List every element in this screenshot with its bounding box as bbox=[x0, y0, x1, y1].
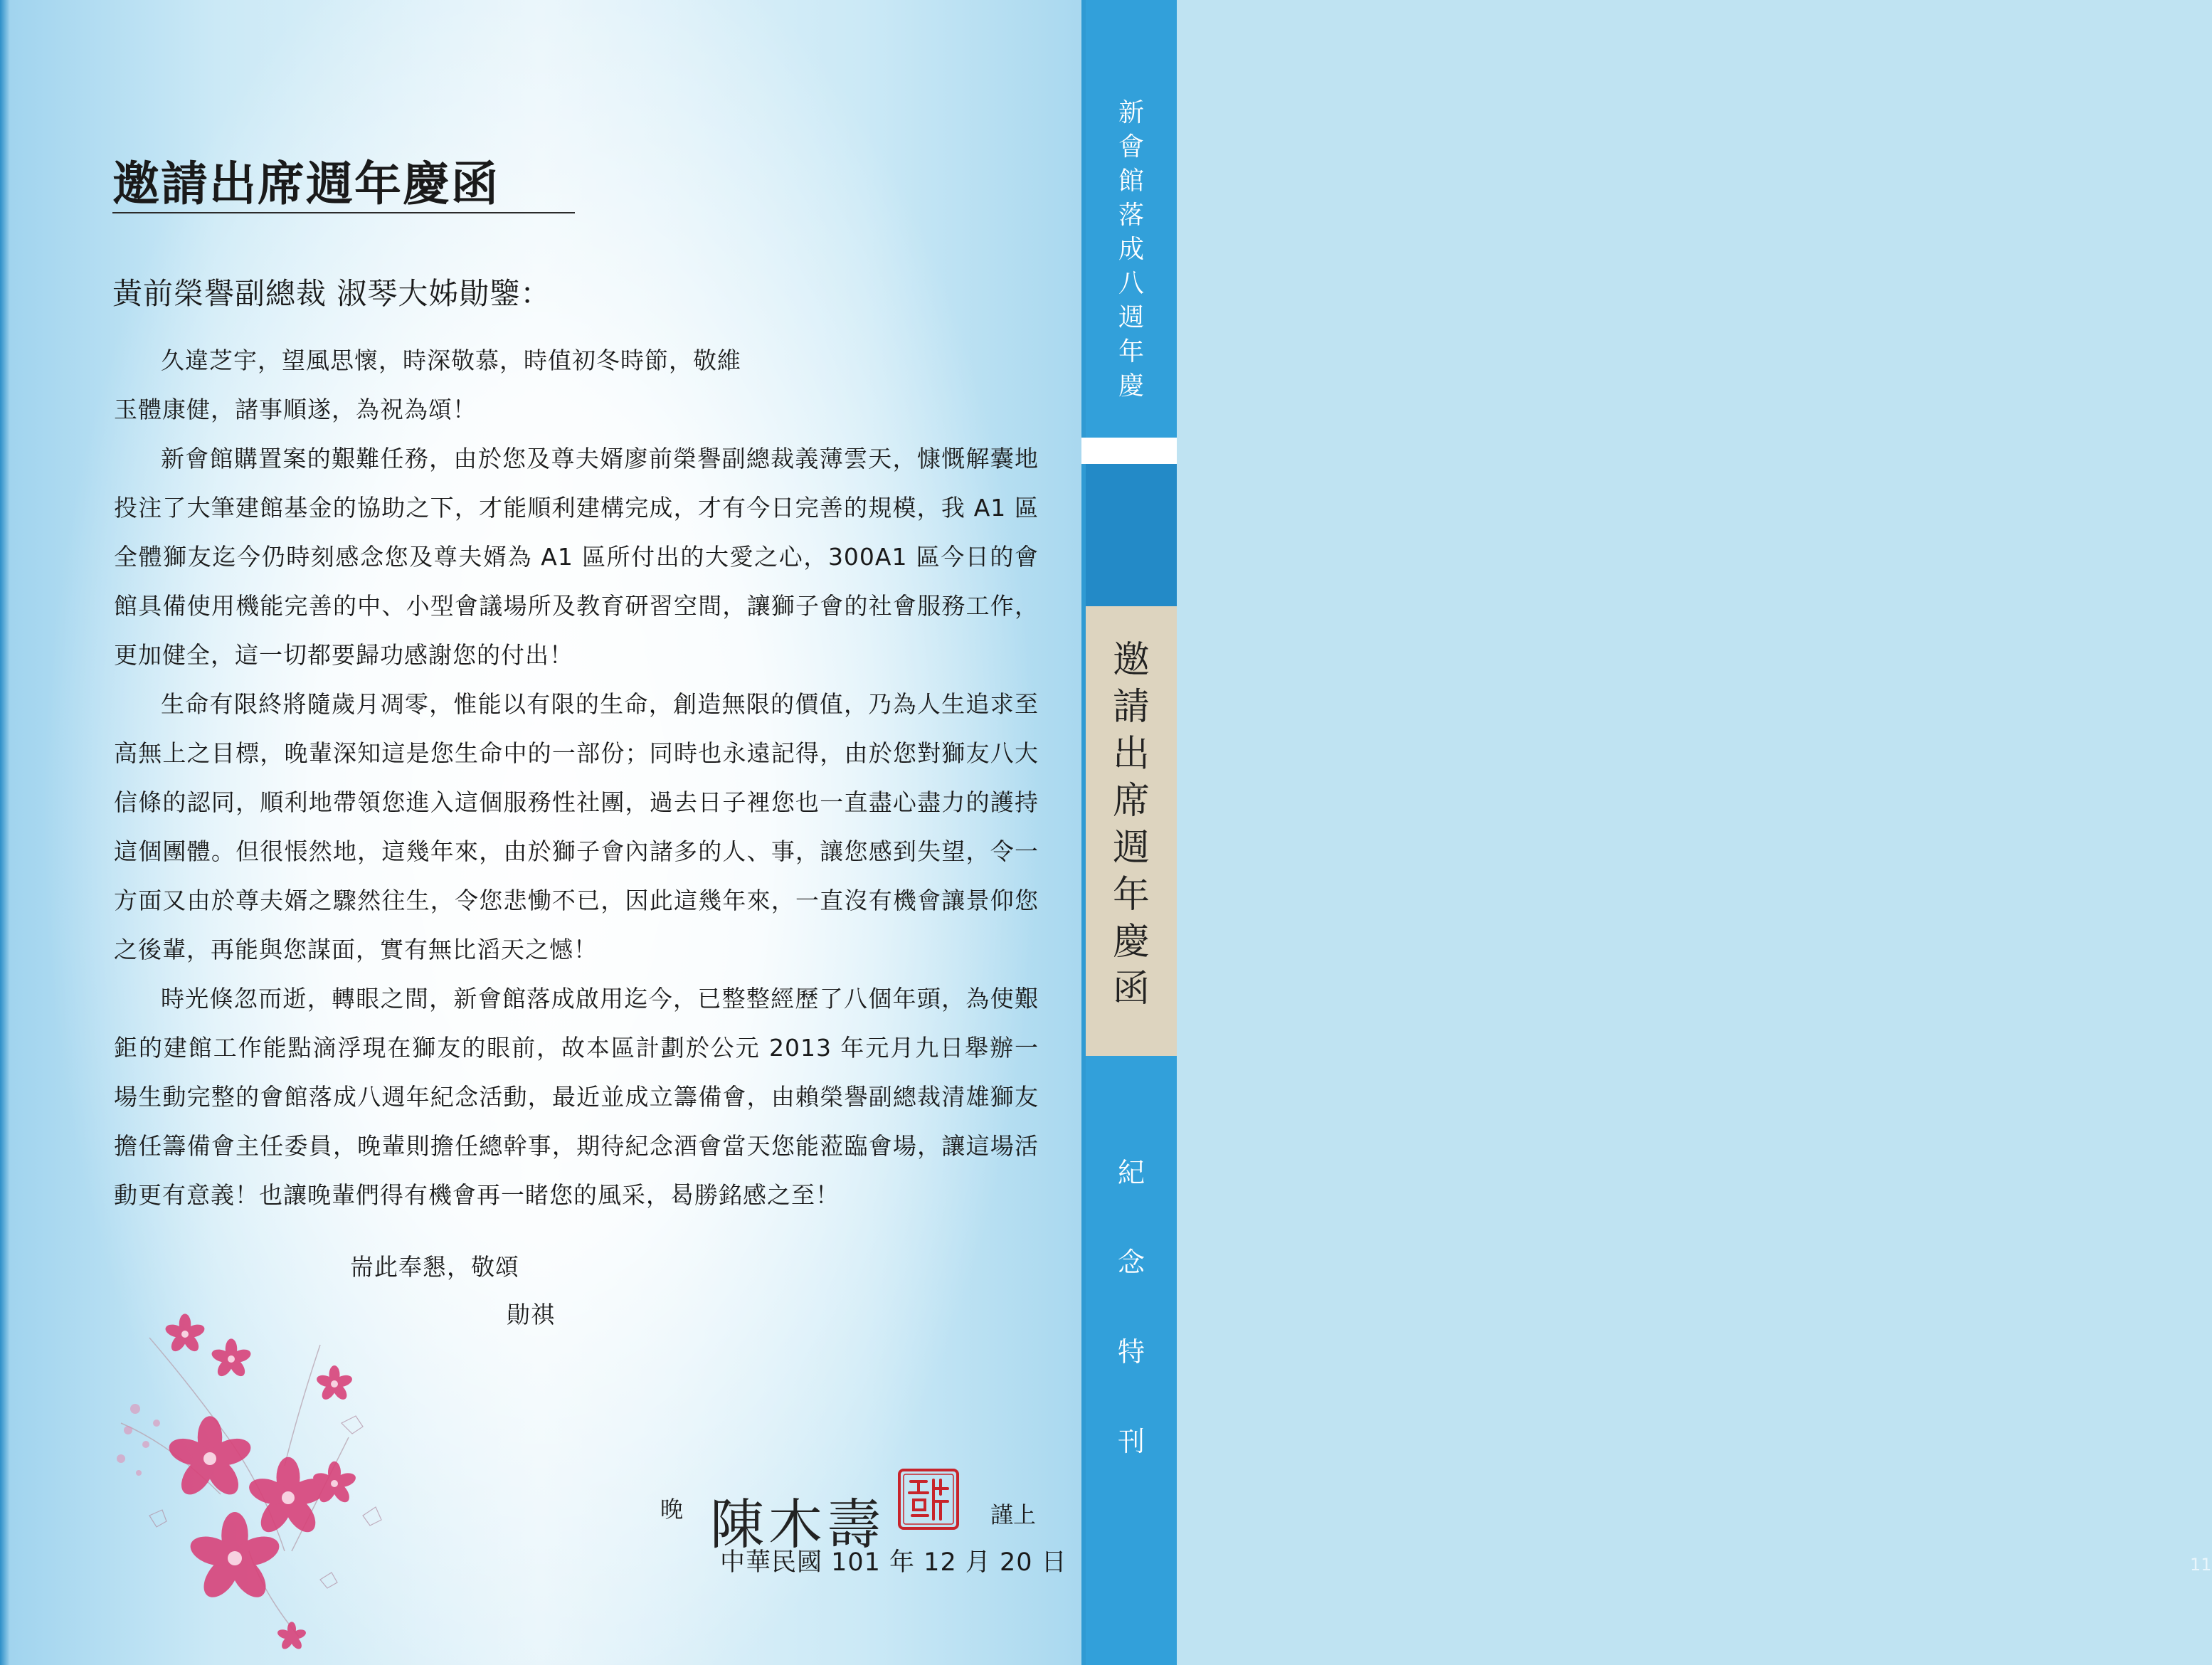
sidebar-section-label: 邀 請 出 席 週 年 慶 函 bbox=[1112, 639, 1150, 1010]
letter-title: 邀請出席週年慶函 bbox=[112, 156, 499, 211]
seal-stamp-icon bbox=[896, 1467, 961, 1531]
paragraph-wish: 玉體康健，諸事順遂，為祝為頌！ bbox=[114, 396, 477, 423]
letter-body bbox=[114, 336, 1039, 1220]
paragraph-reflection: 生命有限終將隨歲月凋零，惟能以有限的生命，創造無限的價值，乃為人生追求至高無上之目標，晚輩深知這是您生命中的一部份；同時也永遠記得，由於您對獅友八大信條的認同，順利地帶領您進入這個服務性社團，過去日子裡您也一直盡心盡力的護持這個團體。但很悵然地，這幾年來，由於獅子會內諸多的人、事，讓您感到失望，令一方面又由於尊夫婿之驟然往生，令您悲慟不已，因此這幾年來，一直沒有機會讓景仰您之後輩，再能與您謀面，實有無比滔天之憾！ bbox=[114, 690, 1039, 963]
paragraph-greeting: 久違芝宇，望風思懷，時深敬慕，時值初冬時節，敬維 bbox=[161, 347, 741, 374]
closing-line-2: 勛祺 bbox=[507, 1301, 555, 1328]
paragraph-invitation: 時光倏忽而逝，轉眼之間，新會館落成啟用迄今，已整整經歷了八個年頭，為使艱鉅的建館工作能點滴浮現在獅友的眼前，故本區計劃於公元 2013 年元月九日舉辦一場生動完整的會館落成八週年紀念活動，最近並成立籌備會，由賴榮譽副總裁清雄獅友擔任籌備會主任委員，晚輩則擔任總幹事，期待紀念酒會當天您能蒞臨會場，讓這場活動更有意義！也讓晚輩們得有機會再一睹您的風采，曷勝銘感之至！ bbox=[114, 985, 1039, 1209]
flower-decoration-icon bbox=[107, 1281, 441, 1651]
signature-prefix: 晚 bbox=[660, 1496, 684, 1523]
sidebar-top-label: 新 會 館 落 成 八 週 年 慶 bbox=[1118, 98, 1144, 401]
page-left-edge bbox=[0, 0, 10, 1665]
closing-line-1: 耑此奉懇，敬頌 bbox=[350, 1253, 519, 1281]
signature-name: 陳木壽 bbox=[710, 1493, 885, 1556]
sidebar-bottom-label: 紀 念 特 刊 bbox=[1117, 1157, 1145, 1457]
salutation: 黃前榮譽副總裁 淑琴大姊勛鑒： bbox=[112, 276, 551, 311]
title-underline bbox=[112, 212, 575, 213]
sidebar-gap bbox=[1081, 438, 1177, 464]
paragraph-gratitude: 新會館購置案的艱難任務，由於您及尊夫婿廖前榮譽副總裁義薄雲天，慷慨解囊地投注了大筆建館基金的協助之下，才能順利建構完成，才有今日完善的規模，我 A1 區全體獅友迄今仍時刻感念您及尊夫婿為 A1 區所付出的大愛之心，300A1 區今日的會館具備使用機能完善的中、小型會議場所及教育研習空間，讓獅子會的社會服務工作，更加健全，這一切都要歸功感謝您的付出！ bbox=[114, 445, 1039, 669]
sidebar-block-mid bbox=[1086, 464, 1177, 606]
signature-suffix: 謹上 bbox=[990, 1501, 1037, 1528]
letter-page bbox=[0, 0, 1081, 1665]
right-sidebar bbox=[1081, 0, 2212, 1665]
page-number: 11 bbox=[2190, 1555, 2212, 1575]
letter-date: 中華民國 101 年 12 月 20 日 bbox=[720, 1548, 1067, 1577]
